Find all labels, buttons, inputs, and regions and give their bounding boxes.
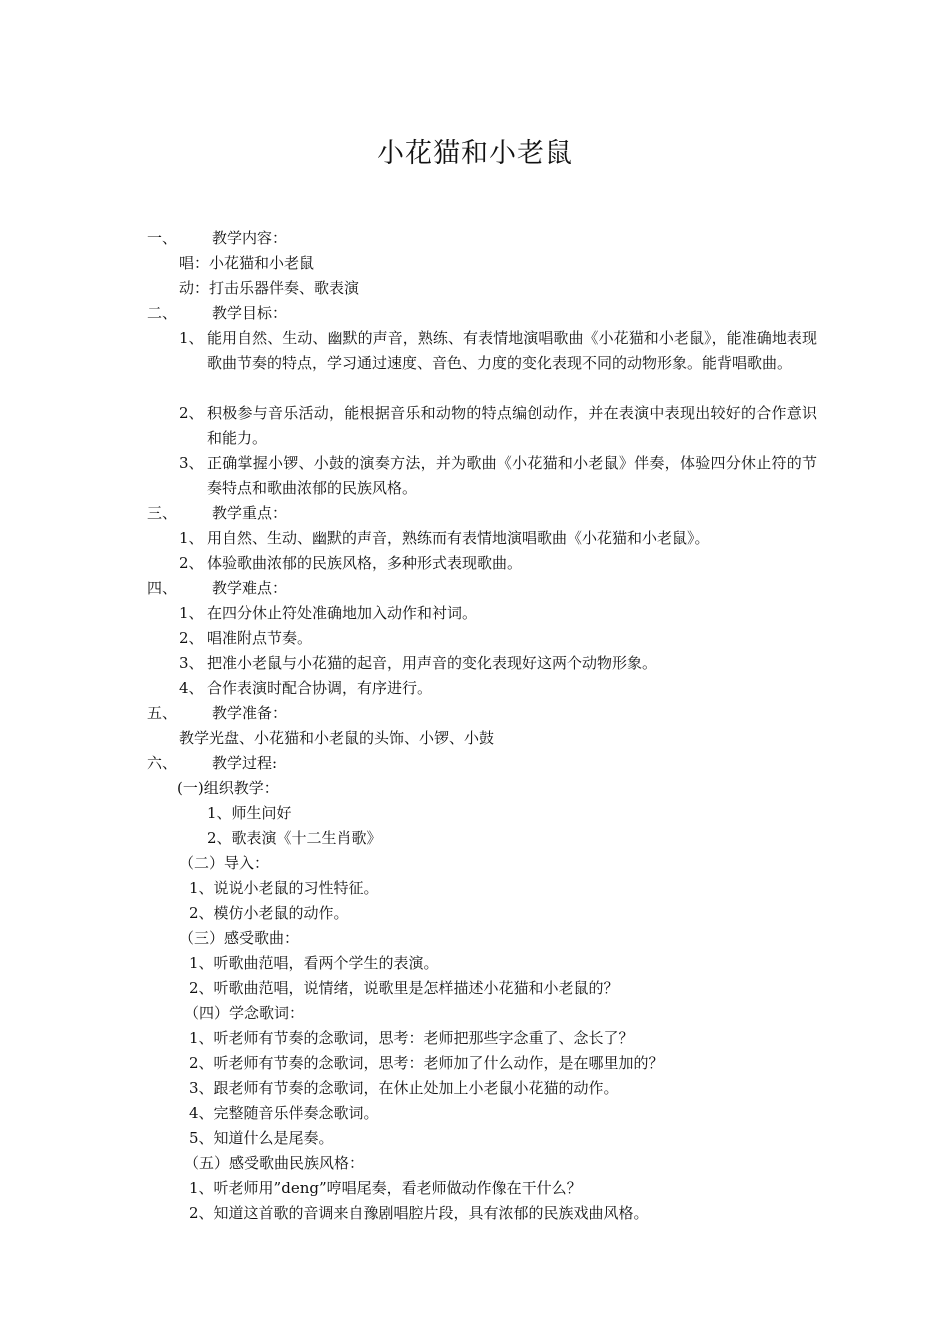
subsection-title: （五）感受歌曲民族风格： (184, 1154, 365, 1172)
section-number: 三、 (147, 504, 178, 522)
item-number: 4、 (179, 679, 204, 697)
item-number: 3、 (179, 654, 204, 672)
section-title: 教学过程: (212, 754, 278, 772)
list-item: 1、听老师用”deng”哼唱尾奏，看老师做动作像在干什么？ (189, 1179, 582, 1197)
item-number: 2、 (179, 554, 204, 572)
item-number: 2、 (179, 629, 204, 647)
list-item: 2、听老师有节奏的念歌词，思考：老师加了什么动作，是在哪里加的？ (189, 1054, 664, 1072)
list-item (0, 326, 950, 401)
item-number: 2、 (179, 404, 204, 422)
list-item: 1、师生问好 (207, 804, 292, 822)
section-title: 教学准备： (212, 704, 288, 722)
list-item: 4、完整随音乐伴奏念歌词。 (189, 1104, 379, 1122)
item-number: 3、 (179, 454, 204, 472)
section-number: 六、 (147, 754, 178, 772)
list-item (0, 401, 950, 451)
subsection-title: （四）学念歌词： (184, 1004, 305, 1022)
document-title: 小花猫和小老鼠 (377, 138, 573, 169)
list-item: 2、模仿小老鼠的动作。 (189, 904, 349, 922)
subsection-title: (一)组织教学： (177, 779, 279, 797)
content-sing: 唱：小花猫和小老鼠 (179, 254, 315, 272)
item-text: 积极参与音乐活动，能根据音乐和动物的特点编创动作，并在表演中表现出较好的合作意识和能力。 (207, 404, 817, 447)
item-text: 能用自然、生动、幽默的声音，熟练、有表情地演唱歌曲《小花猫和小老鼠》，能准确地表现歌曲节奏的特点，学习通过速度、音色、力度的变化表现不同的动物形象。能背唱歌曲。 (207, 329, 817, 372)
item-text: 用自然、生动、幽默的声音，熟练而有表情地演唱歌曲《小花猫和小老鼠》。 (207, 529, 710, 547)
list-item: 2、知道这首歌的音调来自豫剧唱腔片段，具有浓郁的民族戏曲风格。 (189, 1204, 649, 1222)
item-text: 在四分休止符处准确地加入动作和衬词。 (207, 604, 478, 622)
item-number: 1、 (179, 604, 204, 622)
section-title: 教学重点： (212, 504, 288, 522)
section-title: 教学目标： (212, 304, 288, 322)
list-item: 5、知道什么是尾奏。 (189, 1129, 334, 1147)
item-text: 唱准附点节奏。 (207, 629, 313, 647)
section-number: 四、 (147, 579, 178, 597)
subsection-title: （三）感受歌曲： (179, 929, 300, 947)
list-item (0, 451, 950, 501)
list-item: 2、听歌曲范唱，说情绪，说歌里是怎样描述小花猫和小老鼠的？ (189, 979, 619, 997)
content-move: 动：打击乐器伴奏、歌表演 (179, 279, 360, 297)
section-title: 教学难点： (212, 579, 288, 597)
section-number: 五、 (147, 704, 178, 722)
item-text: 体验歌曲浓郁的民族风格，多种形式表现歌曲。 (207, 554, 523, 572)
prep-text: 教学光盘、小花猫和小老鼠的头饰、小锣、小鼓 (179, 729, 495, 747)
list-item: 3、跟老师有节奏的念歌词，在休止处加上小老鼠小花猫的动作。 (189, 1079, 619, 1097)
item-number: 1、 (179, 329, 204, 347)
list-item: 1、听歌曲范唱，看两个学生的表演。 (189, 954, 439, 972)
item-text: 正确掌握小锣、小鼓的演奏方法，并为歌曲《小花猫和小老鼠》伴奏，体验四分休止符的节奏特点和歌曲浓郁的民族风格。 (207, 454, 817, 497)
item-text: 把准小老鼠与小花猫的起音，用声音的变化表现好这两个动物形象。 (207, 654, 658, 672)
item-text: 合作表演时配合协调，有序进行。 (207, 679, 433, 697)
section-number: 二、 (147, 304, 178, 322)
subsection-title: （二）导入： (179, 854, 270, 872)
section-number: 一、 (147, 229, 178, 247)
list-item: 2、歌表演《十二生肖歌》 (207, 829, 382, 847)
list-item: 1、说说小老鼠的习性特征。 (189, 879, 379, 897)
list-item: 1、听老师有节奏的念歌词，思考：老师把那些字念重了、念长了？ (189, 1029, 634, 1047)
item-number: 1、 (179, 529, 204, 547)
section-title: 教学内容： (212, 229, 288, 247)
